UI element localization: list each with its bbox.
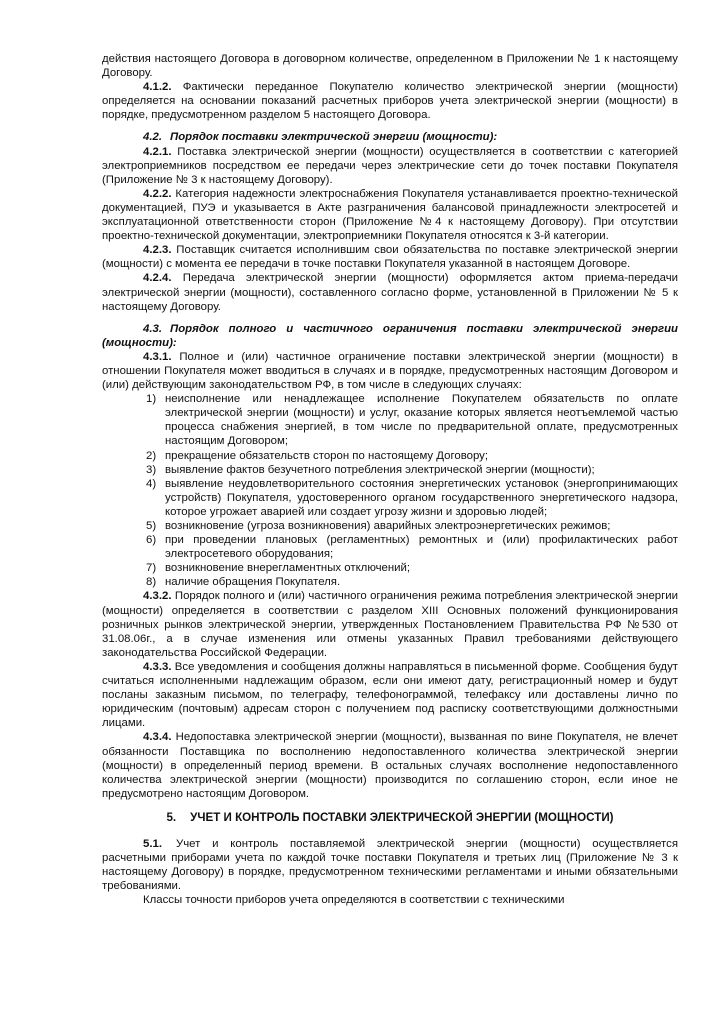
- clause-4-2-3: [102, 243, 678, 271]
- subsection-number: 4.3.: [143, 322, 162, 335]
- clause-number: 4.3.3.: [143, 660, 172, 673]
- list-item-number: 5): [146, 520, 157, 532]
- clause-number: 4.2.2.: [143, 187, 172, 200]
- list-item: [102, 449, 678, 463]
- clause-text: Передача электрической энергии (мощности) оформляется актом приема-передачи электрической энергии (мощности), составленного согласно форме, установленной в Приложении № 5 к настоящему Договору.: [102, 272, 678, 313]
- clause-number: 4.3.1.: [143, 350, 172, 363]
- clause-number: 4.2.3.: [143, 244, 172, 257]
- clause-number: 4.3.4.: [143, 731, 172, 744]
- clause-4-2-1: [102, 145, 678, 187]
- clause-4-3-2: [102, 589, 678, 659]
- list-item: [102, 392, 678, 448]
- list-item-text: возникновение внерегламентных отключений;: [165, 562, 411, 575]
- list-item-number: 3): [146, 463, 157, 476]
- subsection-title: Порядок полного и частичного ограничения поставки электрической энергии (мощности):: [102, 322, 678, 349]
- paragraph-accuracy-classes: Классы точности приборов учета определяются в соответствии с техническими: [143, 894, 565, 907]
- clause-text: Все уведомления и сообщения должны направляться в письменной форме. Сообщения будут считаться исполненными надлежащим образом, если они имеют дату, регистрационный номер и будут посланы заказным письмом, по телеграфу, телефонограммой, телефаксу или доставлены лично по юридическим (почтовым) адресам сторон с получением под расписку соответствующими должностными лицами.: [102, 660, 678, 730]
- list-item-text: прекращение обязательств сторон по настоящему Договору;: [165, 449, 489, 462]
- restriction-cases-list: [102, 392, 678, 589]
- clause-text: Фактически переданное Покупателю количество электрической энергии (мощности) определяется на основании показаний расчетных приборов учета электрической энергии (мощности) в порядке, предусмотренном разделом 5 настоящего Договора.: [102, 81, 678, 122]
- subsection-title: Порядок поставки электрической энергии (мощности):: [170, 131, 498, 144]
- document-body: [102, 52, 678, 907]
- list-item: [102, 575, 678, 589]
- subsection-4-3-heading: [102, 322, 678, 350]
- subsection-4-2-heading: [102, 130, 678, 144]
- list-item-text: при проведении плановых (регламентных) ремонтных и (или) профилактических работ электросетевого оборудования;: [165, 534, 678, 561]
- list-item-text: наличие обращения Покупателя.: [165, 576, 341, 589]
- clause-4-3-1: [102, 350, 678, 392]
- list-item-number: 2): [146, 449, 157, 462]
- clause-text: Поставка электрической энергии (мощности) осуществляется в соответствии с категорией электроприемников посредством ее передачи через электрические сети до точек поставки Покупателя (Приложение № 3 к настоящему Договору).: [102, 145, 678, 186]
- clause-number: 4.1.2.: [143, 81, 172, 94]
- paragraph-continuation: действия настоящего Договора в договорном количестве, определенном в Приложении № 1 к настоящему Договору.: [102, 53, 678, 80]
- list-item-number: 8): [146, 576, 157, 589]
- list-item-number: 7): [146, 562, 157, 575]
- section-number: 5.: [166, 810, 177, 824]
- clause-text: Порядок полного и (или) частичного ограничения режима потребления электрической энергии (мощности) определяется в соответствии с разделом XIII Основных положений функционирования розничных рынков электрической энергии, утвержденных Постановлением Правительства РФ №530 от 31.08.06г., а в случае изменения или отмены указанных Правил требованиями действующего законодательства Российской Федерации.: [102, 590, 679, 659]
- clause-number: 4.2.4.: [143, 272, 172, 285]
- clause-text: Поставщик считается исполнившим свои обязательства по поставке электрической энергии (мощности) с момента ее передачи в точке поставки Покупателя указанной в настоящем Договоре.: [102, 244, 679, 271]
- clause-4-3-4: [102, 730, 678, 800]
- section-title: УЧЕТ И КОНТРОЛЬ ПОСТАВКИ ЭЛЕКТРИЧЕСКОЙ ЭНЕРГИИ (МОЩНОСТИ): [190, 810, 614, 824]
- list-item-text: неисполнение или ненадлежащее исполнение Покупателем обязательств по оплате электрической энергии (мощности) и услуг, оказание которых является неотъемлемой частью процесса снабжения энергией, в том числе по предварительной оплате, предусмотренных настоящим Договором;: [165, 393, 678, 448]
- clause-text: Полное и (или) частичное ограничение поставки электрической энергии (мощности) в отношении Покупателя может вводиться в случаях и в порядке, предусмотренных настоящим Договором и (или) действующим законодательством РФ, в том числе в следующих случаях:: [102, 350, 678, 392]
- list-item: [102, 477, 678, 519]
- clause-number: 4.3.2.: [143, 590, 172, 603]
- clause-text: Учет и контроль поставляемой электрической энергии (мощности) осуществляется расчетными приборами учета по каждой точке поставки Покупателя и третьих лиц (Приложение № 3 к настоящему Договору) в порядке, предусмотренном техническими регламентами и иными обязательными требованиями.: [102, 837, 678, 893]
- clause-text: Недопоставка электрической энергии (мощности), вызванная по вине Покупателя, не влечет обязанности Поставщика по восполнению недопоставленного количества электрической энергии (мощности) в определенный период времени. В остальных случаях восполнение недопоставленного количества электрической энергии (мощности) производится по соглашению сторон, если иное не предусмотрено настоящим Договором.: [102, 731, 678, 800]
- list-item-number: 1): [146, 393, 157, 406]
- list-item-text: выявление фактов безучетного потребления электрической энергии (мощности);: [165, 463, 595, 476]
- clause-4-1-2: [102, 80, 678, 122]
- subsection-number: 4.2.: [143, 131, 162, 144]
- list-item: [102, 463, 678, 477]
- section-5-heading: [102, 811, 678, 825]
- clause-4-2-4: [102, 271, 678, 313]
- clause-5-1: [102, 837, 678, 893]
- clause-number: 5.1.: [143, 837, 162, 850]
- list-item-number: 6): [146, 534, 157, 547]
- clause-number: 4.2.1.: [143, 145, 172, 158]
- clause-text: Категория надежности электроснабжения Покупателя устанавливается проектно-технической документацией, ПУЭ и указывается в Акте разграничения балансовой принадлежности электросетей и эксплуатационной ответственности сторон (Приложение №4 к настоящему Договору). При отсутствии проектно-технической документации, электроприемники Покупателя относятся к 3-й категории.: [102, 187, 678, 243]
- list-item-text: выявление неудовлетворительного состояния энергетических установок (энергопринимающих устройств) Покупателя, удостоверенного органом государственного энергетического надзора, которое угрожает аварией или создает угрозу жизни и здоровью людей;: [165, 477, 678, 518]
- list-item: [102, 561, 678, 575]
- list-item: [102, 533, 678, 561]
- list-item-number: 4): [146, 477, 157, 490]
- clause-4-2-2: [102, 187, 678, 243]
- list-item-text: возникновение (угроза возникновения) аварийных электроэнергетических режимов;: [165, 520, 611, 532]
- clause-4-3-3: [102, 660, 678, 730]
- list-item: [102, 519, 678, 533]
